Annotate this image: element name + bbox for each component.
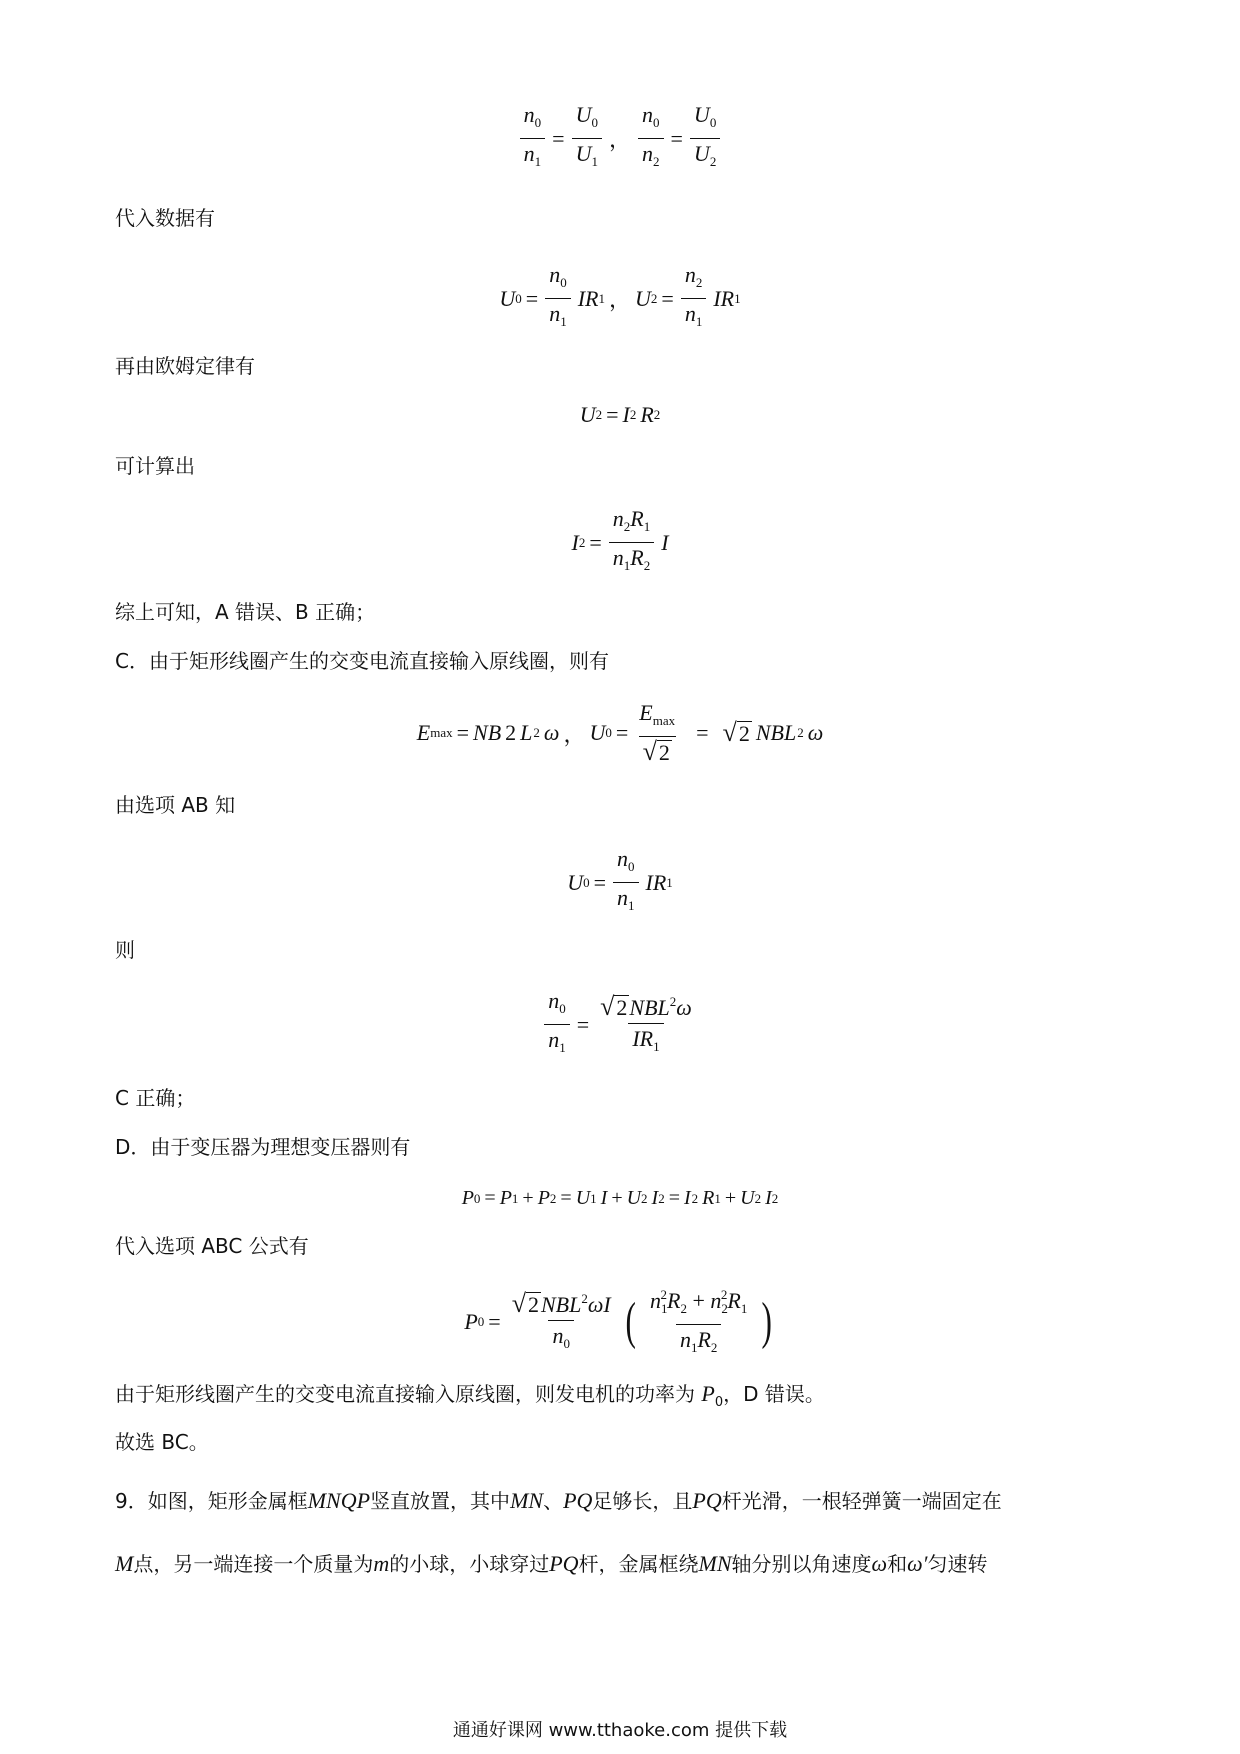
text-line: 代入数据有: [115, 206, 215, 230]
text-line: 则: [115, 938, 135, 962]
question-9-line-2: M点，另一端连接一个质量为m的小球，小球穿过PQ杆，金属框绕MN轴分别以角速度ω和ω′匀速转: [115, 1551, 988, 1576]
equation-power-sum: P 0 = P 1 + P 2 = U 1 I + U 2 I 2 = I 2 R 1 + U 2 I 2: [461, 1187, 779, 1209]
equation-ohm: U 2 = I 2 R 2: [579, 402, 661, 427]
text-line: 综上可知，A 错误、B 正确；: [115, 600, 376, 624]
equation-emax: E max = NB 2 L 2 ω ， U 0 = $E_{max}$ √ 2 = √ 2 NBL 2 ω: [416, 700, 824, 766]
text-line: D．由于变压器为理想变压器则有: [115, 1135, 411, 1159]
text-line: 代入选项 ABC 公式有: [115, 1234, 309, 1258]
question-9-line-1: 9．如图，矩形金属框MNQP竖直放置，其中MN、PQ足够长，且PQ杆光滑，一根轻弹簧一端固定在: [115, 1488, 1002, 1513]
text-line: 由于矩形线圈产生的交变电流直接输入原线圈，则发电机的功率为 $P_0$，D 错误。: [115, 1381, 825, 1410]
equation-u0-u2: U 0 = $\frac{n_0}{n_1}$ IR 1 ， U 2 = $\frac{n_2}{n_1}$ IR 1: [0, 262, 1240, 335]
text-line: 再由欧姆定律有: [115, 354, 255, 378]
text-line: C．由于矩形线圈产生的交变电流直接输入原线圈，则有: [115, 649, 609, 673]
equation-p0: P 0 = √ 2 NBL$^2$ωI $n_0$ ( $\frac{n_1^2R_2 + n_2^2R_1}{n_1R_2}$ ): [0, 1282, 1240, 1361]
equation-u0: U 0 = $\frac{n_0}{n_1}$ IR 1: [0, 846, 1240, 919]
page-footer: 通通好课网 www.tthaoke.com 提供下载: [452, 1720, 788, 1741]
text-line: 故选 BC。: [115, 1430, 209, 1454]
equation-n0-n1: $\frac{n_0}{n_1}$ = √ 2 NBL$^2$ω $IR_1$: [0, 988, 1240, 1061]
equation-i2: I 2 = $\frac{n_2R_1}{n_1R_2}$ I: [0, 506, 1240, 579]
equation-turns-ratio: $\frac{n_0}{n_1}$ = $\frac{U_0}{U_1}$ ， $\frac{n_0}{n_2}$ = $\frac{U_0}{U_2}$: [0, 102, 1240, 175]
text-line: 可计算出: [115, 454, 195, 478]
text-line: C 正确；: [115, 1086, 196, 1110]
text-line: 由选项 AB 知: [115, 793, 236, 817]
